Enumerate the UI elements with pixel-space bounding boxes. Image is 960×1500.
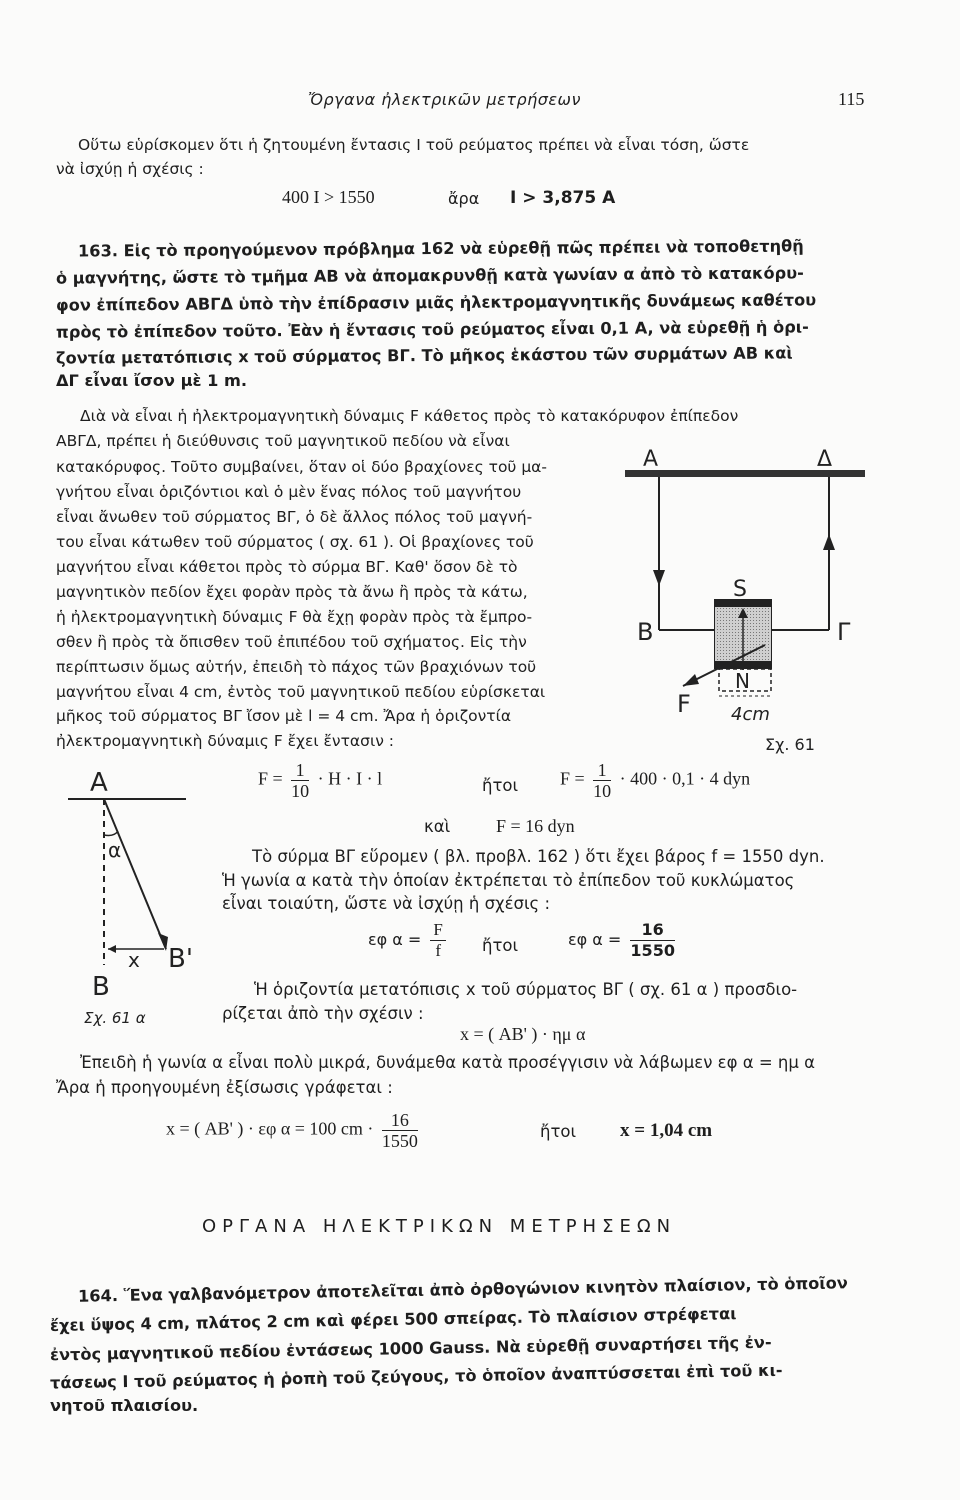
fraction-16-1550 — [630, 920, 675, 961]
force-arrow-head — [683, 674, 699, 686]
intro-formula-right: I > 3,875 A — [510, 188, 616, 208]
fig61-label-4cm: 4cm — [731, 704, 770, 725]
equation-force — [258, 760, 382, 801]
denominator: 1550 — [630, 941, 675, 960]
final-itoi: ἤτοι — [540, 1122, 577, 1141]
horiz-line-2: ρίζεται ἀπὸ τὴν σχέσιν : — [222, 1004, 424, 1023]
intro-formula-mid: ἄρα — [448, 189, 480, 208]
problem-163-line: φον ἐπίπεδον ΑΒΓΔ ὑπὸ τὴν ἐπίδρασιν μιᾶς ἠλεκτρομαγνητικῆς δυνάμεως καθέτου — [55, 290, 817, 315]
problem-163-line: 163. Εἰς τὸ προηγούμενον πρόβλημα 162 νὰ εὑρεθῇ πῶς πρέπει νὰ τοποθετηθῇ — [77, 236, 804, 261]
solution-line: του εἶναι κάτωθεν τοῦ σύρματος ( σχ. 61 ). Οἱ βραχίονες τοῦ — [56, 533, 534, 551]
solution-line: κατακόρυφος. Τοῦτο συμβαίνει, ὅταν οἱ δύο βραχίονες τοῦ μα- — [56, 458, 547, 476]
section-title: ΟΡΓΑΝΑ ΗΛΕΚΤΡΙΚΩΝ ΜΕΤΡΗΣΕΩΝ — [202, 1216, 677, 1237]
problem-164-line: 164. Ἕνα γαλβανόμετρον ἀποτελεῖται ἀπὸ ὀρθογώνιον κινητὸν πλαίσιον, τὸ ὁποῖον — [77, 1273, 848, 1306]
eq-F2-lhs: F = — [560, 768, 585, 789]
solution-line: ἠλεκτρομαγνητικὴ δύναμις F ἔχει ἔντασιν : — [56, 732, 395, 750]
eq-itoi-1: ἤτοι — [482, 776, 519, 795]
eq-F-rhs: · H · I · l — [317, 768, 383, 789]
current-arrow-down — [653, 570, 665, 586]
equation-tan-numeric — [568, 920, 679, 961]
fig61-label-S: S — [733, 577, 747, 602]
fraction-1-10 — [291, 760, 309, 801]
problem-163-line: ζοντία μετατόπισις x τοῦ σύρματος ΒΓ. Τὸ μῆκος ἑκάστου τῶν συρμάτων AB καὶ — [55, 343, 793, 368]
fig61a-label-B: Β — [92, 972, 110, 1002]
figure-61a — [68, 765, 218, 1030]
fraction-16-1550 — [382, 1110, 418, 1151]
equation-force-numeric — [560, 760, 750, 801]
current-arrow-up — [823, 534, 835, 550]
solution-line: γνήτου εἶναι ὁριζόντιοι καὶ ὁ μὲν ἕνας πόλος τοῦ μαγνήτου — [56, 483, 522, 501]
numerator: F — [430, 920, 445, 941]
problem-163-line: πρὸς τὸ ἐπίπεδον τοῦτο. Ἐὰν ἡ ἔντασις τοῦ ρεύματος εἶναι 0,1 A, νὰ εὑρεθῇ ἡ ὁρι- — [55, 317, 809, 342]
eq-kai: καὶ — [424, 817, 451, 836]
fig61-label-G: Γ — [837, 618, 851, 646]
running-title: Ὄργανα ἠλεκτρικῶν μετρήσεων — [308, 90, 581, 109]
eq-F-lhs: F = — [258, 768, 283, 789]
solution-line: μαγνητικὸν πεδίον ἔχει φορὰν πρὸς τὰ ἄνω ἢ πρὸς τὰ κάτω, — [56, 583, 528, 601]
weight-line: Τὸ σύρμα ΒΓ εὕρομεν ( βλ. προβλ. 162 ) ὅτι ἔχει βάρος f = 1550 dyn. — [252, 847, 825, 866]
fig61a-caption: Σχ. 61 α — [84, 1009, 146, 1027]
fraction-F-f — [430, 920, 445, 961]
page-number: 115 — [838, 89, 865, 109]
intro-formula-left: 400 I > 1550 — [282, 187, 375, 207]
denominator: 1550 — [381, 1131, 418, 1151]
fig61a-label-x: x — [128, 948, 140, 972]
problem-164-line: ἔχει ὕψος 4 cm, πλάτος 2 cm καὶ φέρει 500 σπείρας. Τὸ πλαίσιον στρέφεται — [49, 1304, 737, 1335]
tan2-lhs: εφ α = — [568, 930, 622, 949]
solution-line: μαγνήτου εἶναι 4 cm, ἐντὸς τοῦ μαγνητικοῦ πεδίου εὑρίσκεται — [56, 683, 546, 701]
problem-163-line: ὁ μαγνήτης, ὥστε τὸ τμῆμα AB νὰ ἀπομακρυνθῇ κατὰ γωνίαν α ἀπὸ τὸ κατακόρυ- — [55, 263, 804, 288]
final-lhs: x = ( ΑΒ' ) · εφ α = 100 cm · — [166, 1118, 374, 1139]
tan-lhs: εφ α = — [368, 930, 422, 949]
denominator: 10 — [593, 781, 612, 801]
equation-tan — [368, 920, 450, 961]
denominator: 10 — [291, 781, 310, 801]
numerator: 1 — [593, 760, 611, 781]
solution-line: περίπτωσιν ὅμως αὐτήν, ἐπειδὴ τὸ πάχος τῶν βραχιόνων τοῦ — [56, 658, 537, 676]
solution-line: μῆκος τοῦ σύρματος ΒΓ ἴσον μὲ l = 4 cm. Ἄρα ἡ ὁριζοντία — [56, 707, 512, 725]
figure-61 — [615, 440, 905, 760]
fig61-caption: Σχ. 61 — [765, 735, 815, 754]
problem-163-line: ΔΓ εἶναι ἴσον μὲ 1 m. — [56, 371, 248, 390]
small-angle-line: Ἐπειδὴ ἡ γωνία α εἶναι πολὺ μικρά, δυνάμεθα κατὰ προσέγγισιν νὰ λάβωμεν εφ α = ημ α — [80, 1053, 815, 1072]
solution-line: μαγνήτου εἶναι κάθετοι πρὸς τὸ σύρμα ΒΓ. Καθ' ὅσον δὲ τὸ — [56, 558, 518, 576]
problem-164-line: ἐντὸς μαγνητικοῦ πεδίου ἐντάσεως 1000 Gauss. Νὰ εὑρεθῇ συναρτήσει τῆς ἐν- — [49, 1332, 772, 1365]
solution-line: ἡ ἠλεκτρομαγνητικὴ δύναμις F θὰ ἔχῃ φορὰν πρὸς τὰ ἔμπρο- — [56, 608, 533, 626]
fraction-1-10 — [593, 760, 611, 801]
fig61a-label-alpha: α — [108, 838, 122, 862]
angle-line-2: εἶναι τοιαύτη, ὥστε νὰ ἰσχύῃ ἡ σχέσις : — [222, 894, 551, 913]
x-equation: x = ( ΑΒ' ) · ημ α — [460, 1024, 586, 1044]
problem-164-line: νητοῦ πλαισίου. — [50, 1396, 199, 1415]
intro-line-1: Οὕτω εὑρίσκομεν ὅτι ἡ ζητουμένη ἔντασις I τοῦ ρεύματος πρέπει νὰ εἶναι τόση, ὥστε — [78, 136, 750, 154]
fig61-label-F: F — [677, 690, 691, 718]
so-line: Ἄρα ἡ προηγουμένη ἐξίσωσις γράφεται : — [56, 1078, 393, 1097]
solution-line: Διὰ νὰ εἶναι ἡ ἠλεκτρομαγνητικὴ δύναμις F κάθετος πρὸς τὸ κατακόρυφον ἐπίπεδον — [80, 407, 739, 425]
intro-line-2: νὰ ἰσχύῃ ἡ σχέσις : — [56, 160, 204, 178]
solution-line: εἶναι ἄνωθεν τοῦ σύρματος ΒΓ, ὁ δὲ ἄλλος πόλος τοῦ μαγνή- — [56, 508, 533, 526]
numerator: 16 — [382, 1110, 418, 1131]
final-result: x = 1,04 cm — [620, 1120, 713, 1141]
horiz-line-1: Ἡ ὁριζοντία μετατόπισις x τοῦ σύρματος ΒΓ ( σχ. 61 α ) προσδιο- — [254, 980, 798, 999]
denominator: f — [435, 941, 441, 960]
fig61-label-A: Α — [643, 447, 659, 472]
fig61-label-D: Δ — [817, 447, 833, 472]
solution-line: ΑΒΓΔ, πρέπει ἡ διεύθυνσις τοῦ μαγνητικοῦ πεδίου νὰ εἶναι — [56, 432, 510, 450]
solution-line: σθεν ἢ πρὸς τὰ ὄπισθεν τοῦ ἐπιπέδου τοῦ σχήματος. Εἰς τὴν — [56, 633, 527, 651]
fig61a-label-A: Α — [90, 768, 108, 798]
eq-itoi-2: ἤτοι — [482, 936, 519, 955]
fig61-label-N: N — [735, 669, 750, 693]
fig61a-label-Bprime: Β' — [168, 944, 193, 974]
numerator: 1 — [291, 760, 309, 781]
eq-F-result: F = 16 dyn — [496, 816, 575, 836]
problem-164-line: τάσεως I τοῦ ρεύματος ἡ ῥοπὴ τοῦ ζεύγους, τὸ ὁποῖον ἀναπτύσσεται ἐπὶ τοῦ κι- — [49, 1360, 783, 1393]
fig61-label-B: Β — [637, 618, 654, 646]
eq-F2-rhs: · 400 · 0,1 · 4 dyn — [619, 768, 751, 789]
angle-line-1: Ἡ γωνία α κατὰ τὴν ὁποίαν ἐκτρέπεται τὸ ἐπίπεδον τοῦ κυκλώματος — [222, 871, 795, 890]
numerator: 16 — [630, 920, 675, 941]
equation-final — [166, 1110, 422, 1151]
